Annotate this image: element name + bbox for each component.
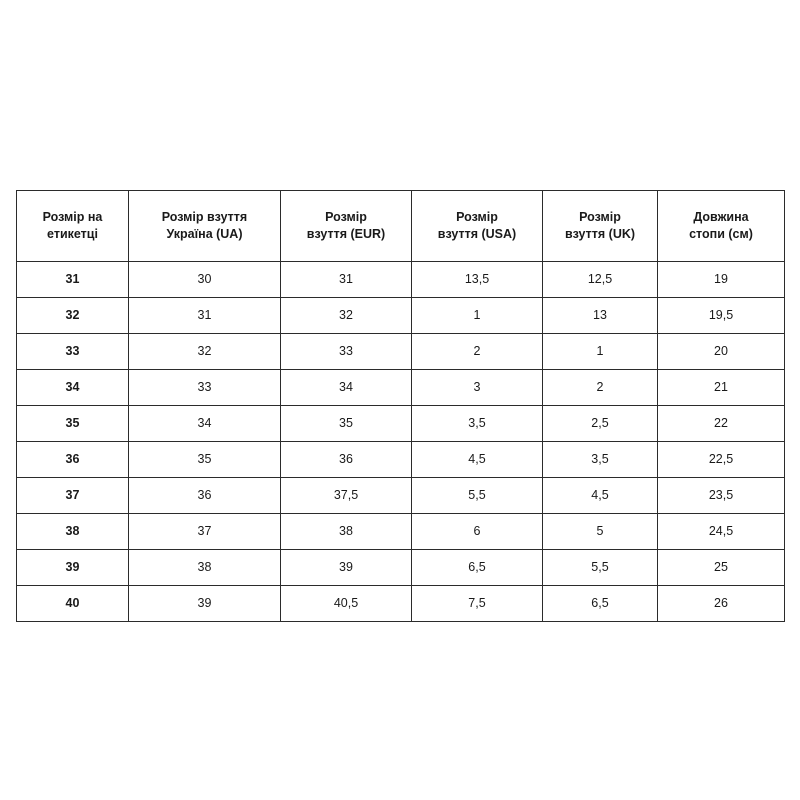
table-cell: 6,5 <box>543 586 658 622</box>
table-cell: 5,5 <box>412 478 543 514</box>
table-cell: 24,5 <box>658 514 785 550</box>
table-cell: 3 <box>412 370 543 406</box>
table-cell: 3,5 <box>543 442 658 478</box>
table-cell: 37 <box>129 514 281 550</box>
column-header-line: Розмір взуття <box>161 210 248 225</box>
column-header-line: стопи (см) <box>689 227 753 241</box>
table-cell-label: 33 <box>17 334 129 370</box>
column-header-label-size <box>17 191 129 262</box>
size-chart-container <box>16 190 784 622</box>
table-cell: 40,5 <box>281 586 412 622</box>
table-cell: 5 <box>543 514 658 550</box>
table-cell: 35 <box>129 442 281 478</box>
table-cell: 39 <box>129 586 281 622</box>
table-cell: 20 <box>658 334 785 370</box>
column-header-line: Довжина <box>693 210 749 225</box>
table-cell: 39 <box>281 550 412 586</box>
table-cell: 19,5 <box>658 298 785 334</box>
column-header-size-uk <box>543 191 658 262</box>
table-cell: 38 <box>129 550 281 586</box>
table-row <box>17 262 785 298</box>
column-header-size-eur <box>281 191 412 262</box>
table-row <box>17 514 785 550</box>
table-cell: 5,5 <box>543 550 658 586</box>
table-cell: 2 <box>412 334 543 370</box>
table-cell: 22,5 <box>658 442 785 478</box>
table-cell-label: 39 <box>17 550 129 586</box>
column-header-line: взуття (USA) <box>437 227 517 241</box>
table-cell: 35 <box>281 406 412 442</box>
table-cell-label: 36 <box>17 442 129 478</box>
table-cell-label: 32 <box>17 298 129 334</box>
table-cell: 6 <box>412 514 543 550</box>
column-header-line: етикетці <box>47 227 98 241</box>
column-header-size-ua <box>129 191 281 262</box>
table-cell: 32 <box>129 334 281 370</box>
table-cell: 19 <box>658 262 785 298</box>
table-cell: 21 <box>658 370 785 406</box>
table-cell: 38 <box>281 514 412 550</box>
table-row <box>17 586 785 622</box>
table-cell: 33 <box>281 334 412 370</box>
table-cell: 30 <box>129 262 281 298</box>
table-cell: 2,5 <box>543 406 658 442</box>
column-header-line: Розмір <box>325 210 367 225</box>
table-cell-label: 38 <box>17 514 129 550</box>
table-cell: 1 <box>412 298 543 334</box>
table-cell-label: 37 <box>17 478 129 514</box>
table-cell: 31 <box>129 298 281 334</box>
table-cell: 4,5 <box>412 442 543 478</box>
table-cell: 7,5 <box>412 586 543 622</box>
table-row <box>17 442 785 478</box>
table-cell: 3,5 <box>412 406 543 442</box>
table-row <box>17 478 785 514</box>
table-header <box>17 191 785 262</box>
table-cell: 2 <box>543 370 658 406</box>
table-cell: 33 <box>129 370 281 406</box>
column-header-line: взуття (UK) <box>564 227 636 241</box>
table-row <box>17 334 785 370</box>
table-row <box>17 298 785 334</box>
table-cell: 12,5 <box>543 262 658 298</box>
column-header-size-usa <box>412 191 543 262</box>
table-cell: 1 <box>543 334 658 370</box>
table-cell: 36 <box>129 478 281 514</box>
table-cell: 6,5 <box>412 550 543 586</box>
table-cell: 34 <box>281 370 412 406</box>
table-cell: 25 <box>658 550 785 586</box>
table-cell: 26 <box>658 586 785 622</box>
table-body <box>17 262 785 622</box>
column-header-foot-length <box>658 191 785 262</box>
table-cell: 13 <box>543 298 658 334</box>
table-cell: 34 <box>129 406 281 442</box>
table-row <box>17 406 785 442</box>
table-row <box>17 370 785 406</box>
table-header-row <box>17 191 785 262</box>
column-header-line: Розмір <box>579 210 621 225</box>
table-cell: 13,5 <box>412 262 543 298</box>
table-cell-label: 34 <box>17 370 129 406</box>
table-cell: 22 <box>658 406 785 442</box>
column-header-line: Розмір <box>456 210 498 225</box>
table-cell: 31 <box>281 262 412 298</box>
column-header-line: взуття (EUR) <box>306 227 386 241</box>
shoe-size-table <box>16 190 785 622</box>
table-cell: 4,5 <box>543 478 658 514</box>
table-cell: 36 <box>281 442 412 478</box>
table-cell-label: 35 <box>17 406 129 442</box>
table-cell: 23,5 <box>658 478 785 514</box>
table-cell-label: 40 <box>17 586 129 622</box>
table-cell-label: 31 <box>17 262 129 298</box>
table-cell: 32 <box>281 298 412 334</box>
table-row <box>17 550 785 586</box>
column-header-line: Україна (UA) <box>166 227 243 241</box>
table-cell: 37,5 <box>281 478 412 514</box>
column-header-line: Розмір на <box>42 210 103 225</box>
